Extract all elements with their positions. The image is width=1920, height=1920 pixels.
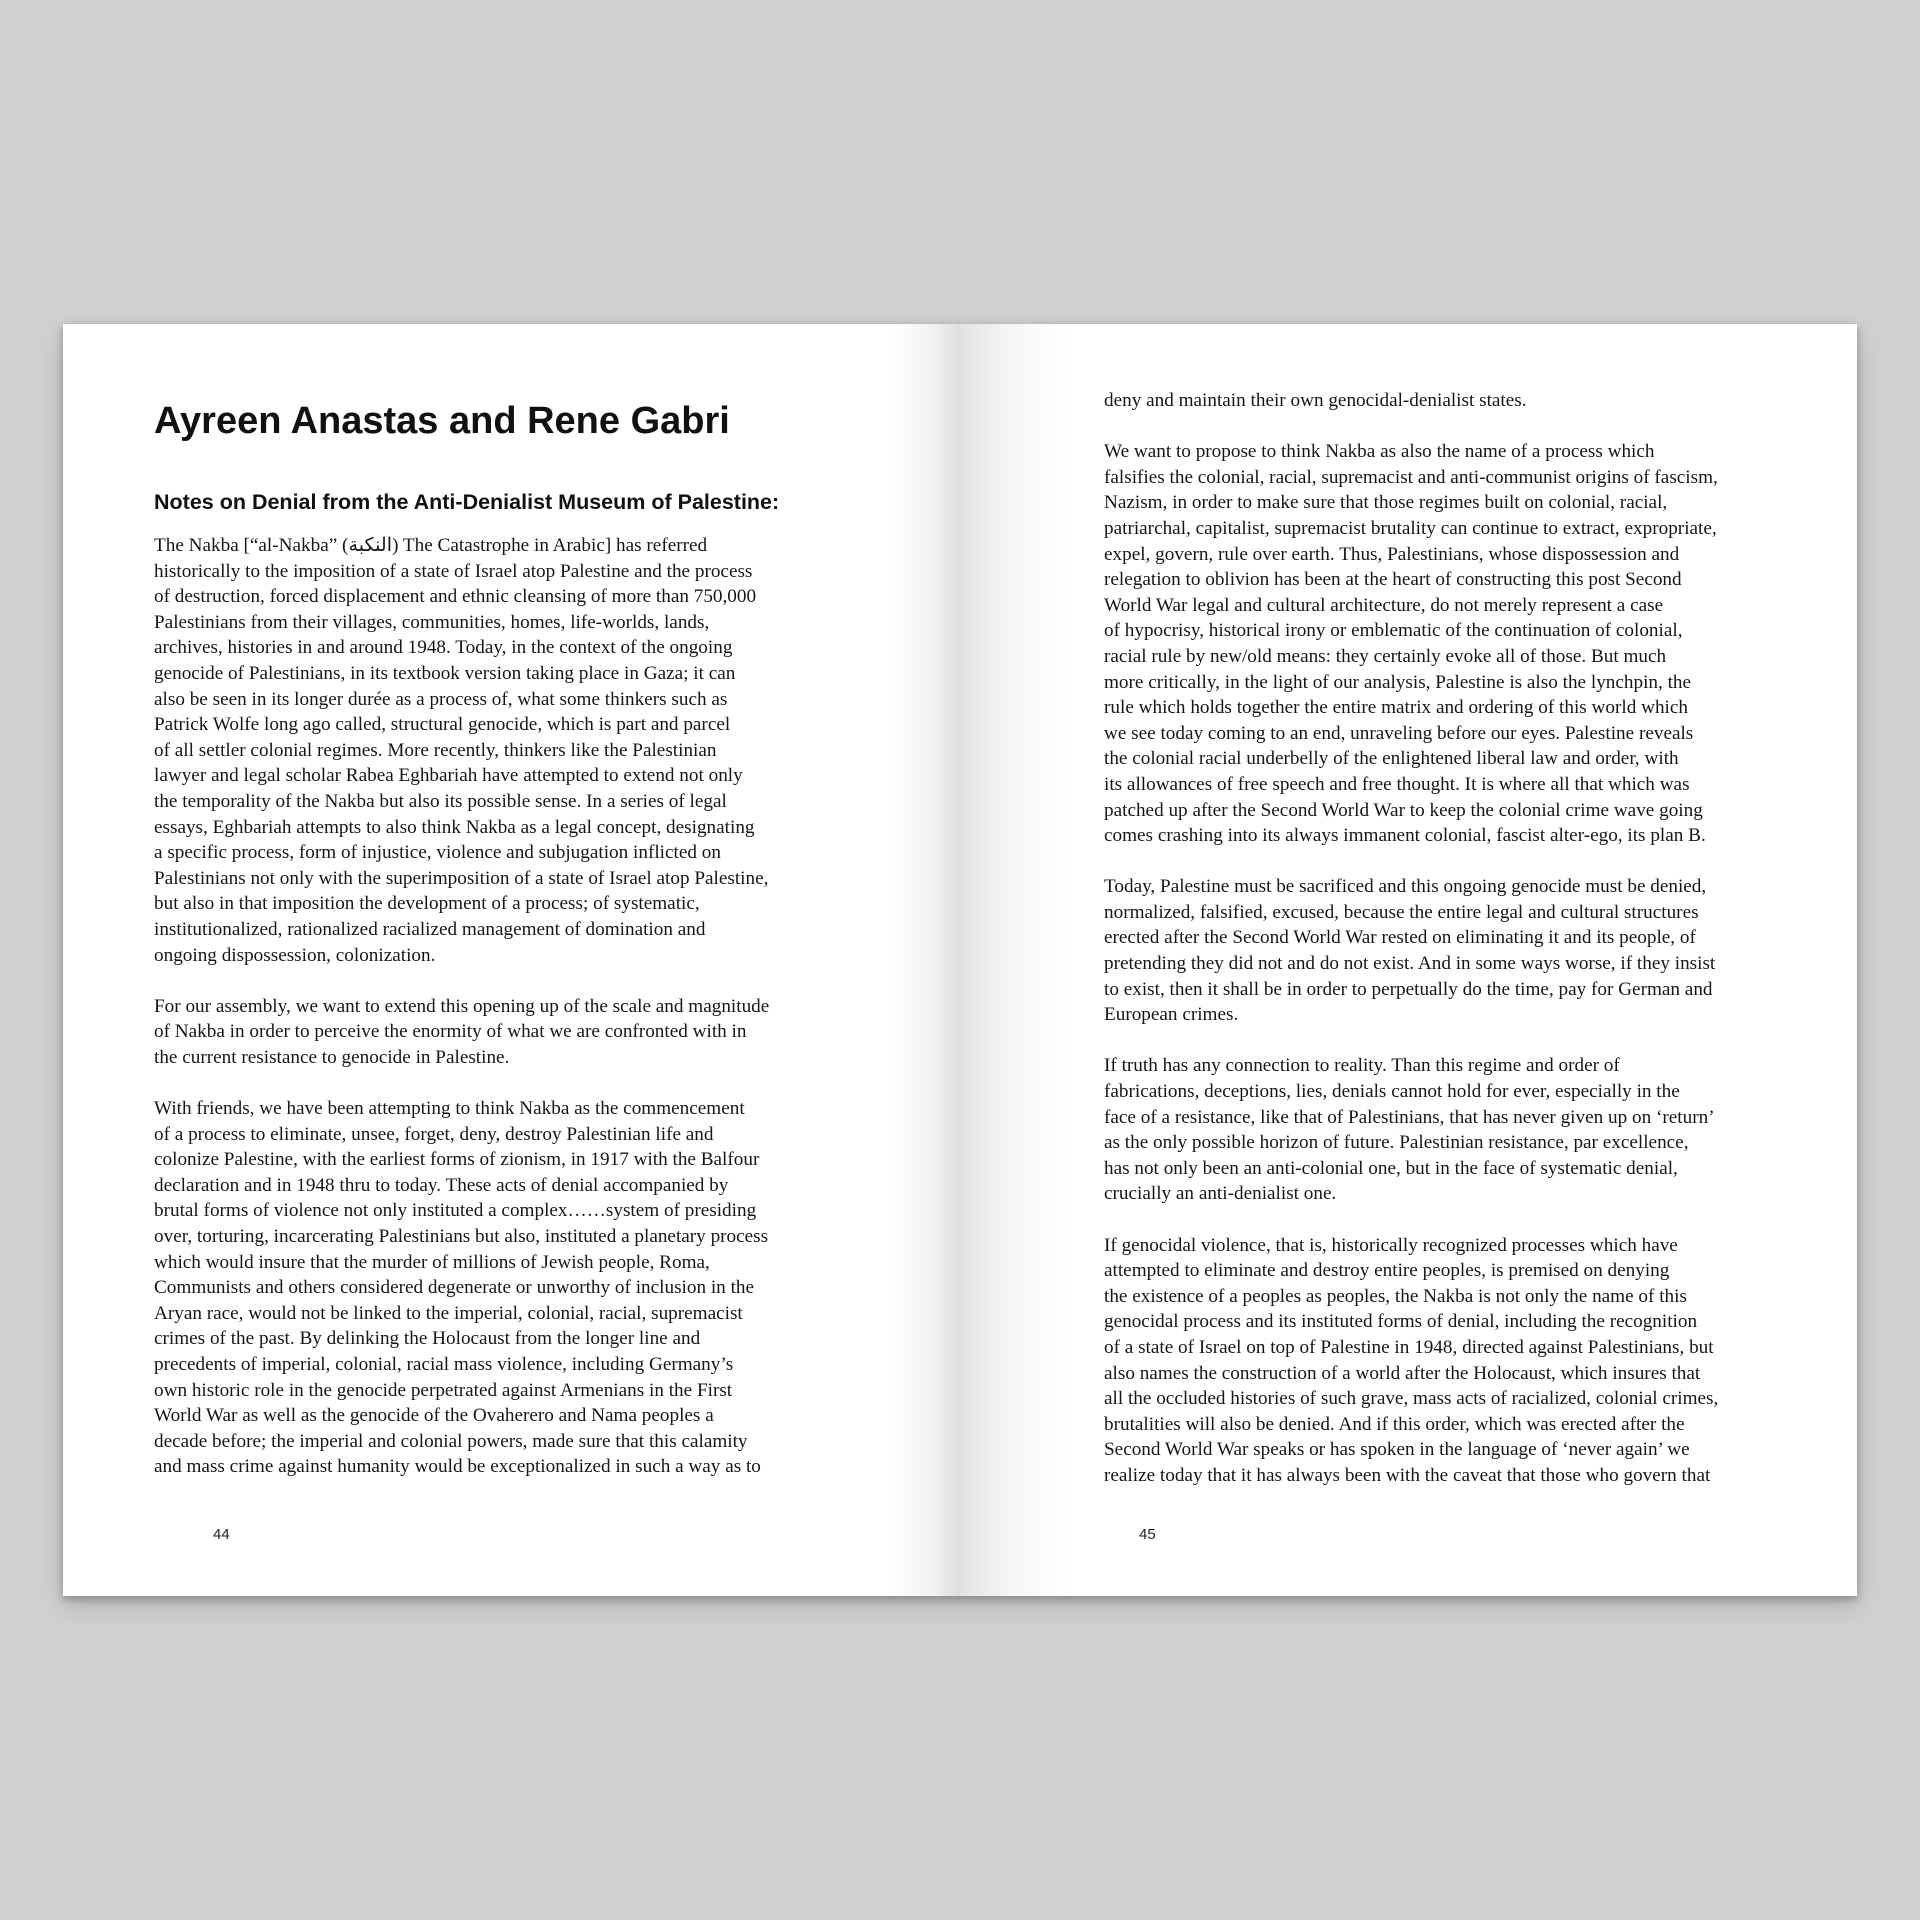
text-line: of all settler colonial regimes. More recently, thinkers like the Palestinian [154, 739, 717, 761]
right-body-text [1104, 388, 1814, 1489]
text-line: of destruction, forced displacement and ethnic cleansing of more than 750,000 [154, 586, 757, 608]
text-line: institutionalized, rationalized racialized management of domination and [154, 918, 706, 940]
essay-title: Notes on Denial from the Anti-Denialist Museum of Palestine: [154, 490, 780, 514]
text-line: brutalities will also be denied. And if this order, which was erected after the [1104, 1413, 1685, 1435]
text-line: World War legal and cultural architecture, do not merely represent a case [1104, 594, 1664, 616]
page-number-right: 45 [1139, 1526, 1156, 1543]
text-line: of hypocrisy, historical irony or emblematic of the continuation of colonial, [1104, 620, 1683, 642]
page-number-left: 44 [213, 1526, 230, 1543]
text-line: Today, Palestine must be sacrificed and this ongoing genocide must be denied, [1104, 876, 1707, 898]
right-page-content [1104, 388, 1814, 1514]
text-line: Palestinians not only with the superimposition of a state of Israel atop Palestine, [154, 867, 769, 889]
text-line: erected after the Second World War rested on eliminating it and its people, of [1104, 927, 1696, 949]
text-line: relegation to oblivion has been at the heart of constructing this post Second [1104, 569, 1682, 591]
text-line: World War as well as the genocide of the Ovaherero and Nama peoples a [154, 1405, 714, 1427]
text-line: of Nakba in order to perceive the enormity of what we are confronted with in [154, 1021, 747, 1043]
text-line: lawyer and legal scholar Rabea Eghbariah have attempted to extend not only [154, 765, 743, 787]
text-line: more critically, in the light of our analysis, Palestine is also the lynchpin, the [1104, 671, 1692, 693]
text-line: declaration and in 1948 thru to today. These acts of denial accompanied by [154, 1174, 729, 1196]
text-line: rule which holds together the entire matrix and ordering of this world which [1104, 697, 1689, 719]
paragraph [154, 1096, 854, 1480]
text-line: The Nakba [“al-Nakba” (النكبة) The Catastrophe in Arabic] has referred [154, 535, 708, 556]
text-line: realize today that it has always been with the caveat that those who govern that [1104, 1464, 1711, 1486]
text-line: the temporality of the Nakba but also its possible sense. In a series of legal [154, 790, 727, 812]
text-line: has not only been an anti-colonial one, but in the face of systematic denial, [1104, 1157, 1678, 1179]
text-line: We want to propose to think Nakba as also the name of a process which [1104, 441, 1655, 463]
text-line: European crimes. [1104, 1004, 1239, 1026]
text-line: archives, histories in and around 1948. Today, in the context of the ongoing [154, 637, 733, 659]
text-line: crucially an anti-denialist one. [1104, 1183, 1337, 1205]
text-line: If truth has any connection to reality. Than this regime and order of [1104, 1055, 1620, 1077]
text-line: With friends, we have been attempting to think Nakba as the commencement [154, 1098, 745, 1120]
text-line: For our assembly, we want to extend this opening up of the scale and magnitude [154, 995, 770, 1017]
text-line: patched up after the Second World War to keep the colonial crime wave going [1104, 799, 1703, 821]
text-line: attempted to eliminate and destroy entire peoples, is premised on denying [1104, 1260, 1670, 1282]
gutter-shadow-right [960, 324, 1070, 1596]
text-line: deny and maintain their own genocidal-denialist states. [1104, 390, 1527, 411]
author-heading: Ayreen Anastas and Rene Gabri [154, 400, 730, 442]
text-line: fabrications, deceptions, lies, denials cannot hold for ever, especially in the [1104, 1081, 1680, 1103]
text-line: of a process to eliminate, unsee, forget, deny, destroy Palestinian life and [154, 1123, 714, 1145]
text-line: falsifies the colonial, racial, supremacist and anti-communist origins of fascism, [1104, 466, 1718, 488]
book-spread [63, 324, 1857, 1596]
text-line: patriarchal, capitalist, supremacist brutality can continue to extract, expropriate, [1104, 517, 1717, 539]
text-line: which would insure that the murder of millions of Jewish people, Roma, [154, 1251, 710, 1273]
text-line: genocidal process and its instituted forms of denial, including the recognition [1104, 1311, 1698, 1333]
text-line: its allowances of free speech and free thought. It is where all that which was [1104, 773, 1690, 795]
paragraph [154, 994, 854, 1071]
text-line: racial rule by new/old means: they certainly evoke all of those. But much [1104, 645, 1667, 667]
text-line: essays, Eghbariah attempts to also think Nakba as a legal concept, designating [154, 816, 755, 838]
text-line: Communists and others considered degenerate or unworthy of inclusion in the [154, 1277, 755, 1299]
text-line: the existence of a peoples as peoples, the Nakba is not only the name of this [1104, 1285, 1687, 1307]
text-line: and mass crime against humanity would be exceptionalized in such a way as to [154, 1456, 761, 1478]
paragraph [1104, 1053, 1814, 1207]
text-line: crimes of the past. By delinking the Holocaust from the longer line and [154, 1328, 701, 1350]
text-line: decade before; the imperial and colonial powers, made sure that this calamity [154, 1430, 748, 1452]
text-line: Nazism, in order to make sure that those regimes built on colonial, racial, [1104, 492, 1668, 514]
text-line: colonize Palestine, with the earliest forms of zionism, in 1917 with the Balfour [154, 1149, 760, 1171]
text-line: normalized, falsified, excused, because the entire legal and cultural structures [1104, 901, 1699, 923]
text-line: over, torturing, incarcerating Palestinians but also, instituted a planetary process [154, 1226, 769, 1248]
text-line: also names the construction of a world after the Holocaust, which insures that [1104, 1362, 1701, 1384]
text-line: the colonial racial underbelly of the enlightened liberal law and order, with [1104, 748, 1679, 770]
left-body-text [154, 533, 854, 1480]
text-line: to exist, then it shall be in order to perpetually do the time, pay for German and [1104, 978, 1713, 1000]
paragraph [1104, 388, 1814, 414]
text-line: the current resistance to genocide in Palestine. [154, 1046, 510, 1068]
paragraph [154, 533, 854, 968]
text-line: as the only possible horizon of future. Palestinian resistance, par excellence, [1104, 1132, 1689, 1154]
text-line: Palestinians from their villages, communities, homes, life-worlds, lands, [154, 611, 710, 633]
text-line: also be seen in its longer durée as a process of, what some thinkers such as [154, 688, 728, 710]
text-line: but also in that imposition the development of a process; of systematic, [154, 893, 700, 915]
text-line: If genocidal violence, that is, historically recognized processes which have [1104, 1234, 1678, 1256]
text-line: precedents of imperial, colonial, racial mass violence, including Germany’s [154, 1354, 734, 1375]
left-page [63, 324, 960, 1596]
paragraph [1104, 874, 1814, 1028]
text-line: we see today coming to an end, unraveling before our eyes. Palestine reveals [1104, 722, 1694, 744]
text-line: all the occluded histories of such grave, mass acts of racialized, colonial crimes, [1104, 1388, 1719, 1410]
text-line: Second World War speaks or has spoken in the language of ‘never again’ we [1104, 1439, 1690, 1461]
text-line: Patrick Wolfe long ago called, structural genocide, which is part and parcel [154, 714, 731, 736]
text-line: pretending they did not and do not exist. And in some ways worse, if they insist [1104, 953, 1716, 975]
text-line: ongoing dispossession, colonization. [154, 944, 436, 966]
text-line: expel, govern, rule over earth. Thus, Palestinians, whose dispossession and [1104, 543, 1680, 565]
gutter-shadow-left [890, 324, 960, 1596]
text-line: comes crashing into its always immanent colonial, fascist alter-ego, its plan B. [1104, 825, 1706, 847]
right-page [960, 324, 1857, 1596]
paragraph [1104, 439, 1814, 849]
text-line: face of a resistance, like that of Palestinians, that has never given up on ‘return’ [1104, 1106, 1715, 1128]
text-line: Aryan race, would not be linked to the imperial, colonial, racial, supremacist [154, 1302, 743, 1324]
left-page-content [154, 399, 854, 1506]
text-line: brutal forms of violence not only instituted a complex……system of presiding [154, 1200, 757, 1222]
text-line: own historic role in the genocide perpetrated against Armenians in the First [154, 1379, 733, 1401]
text-line: of a state of Israel on top of Palestine in 1948, directed against Palestinians, but [1104, 1336, 1714, 1358]
paragraph [1104, 1233, 1814, 1489]
text-line: historically to the imposition of a state of Israel atop Palestine and the process [154, 560, 753, 582]
text-line: a specific process, form of injustice, violence and subjugation inflicted on [154, 842, 721, 864]
text-line: genocide of Palestinians, in its textbook version taking place in Gaza; it can [154, 662, 736, 684]
